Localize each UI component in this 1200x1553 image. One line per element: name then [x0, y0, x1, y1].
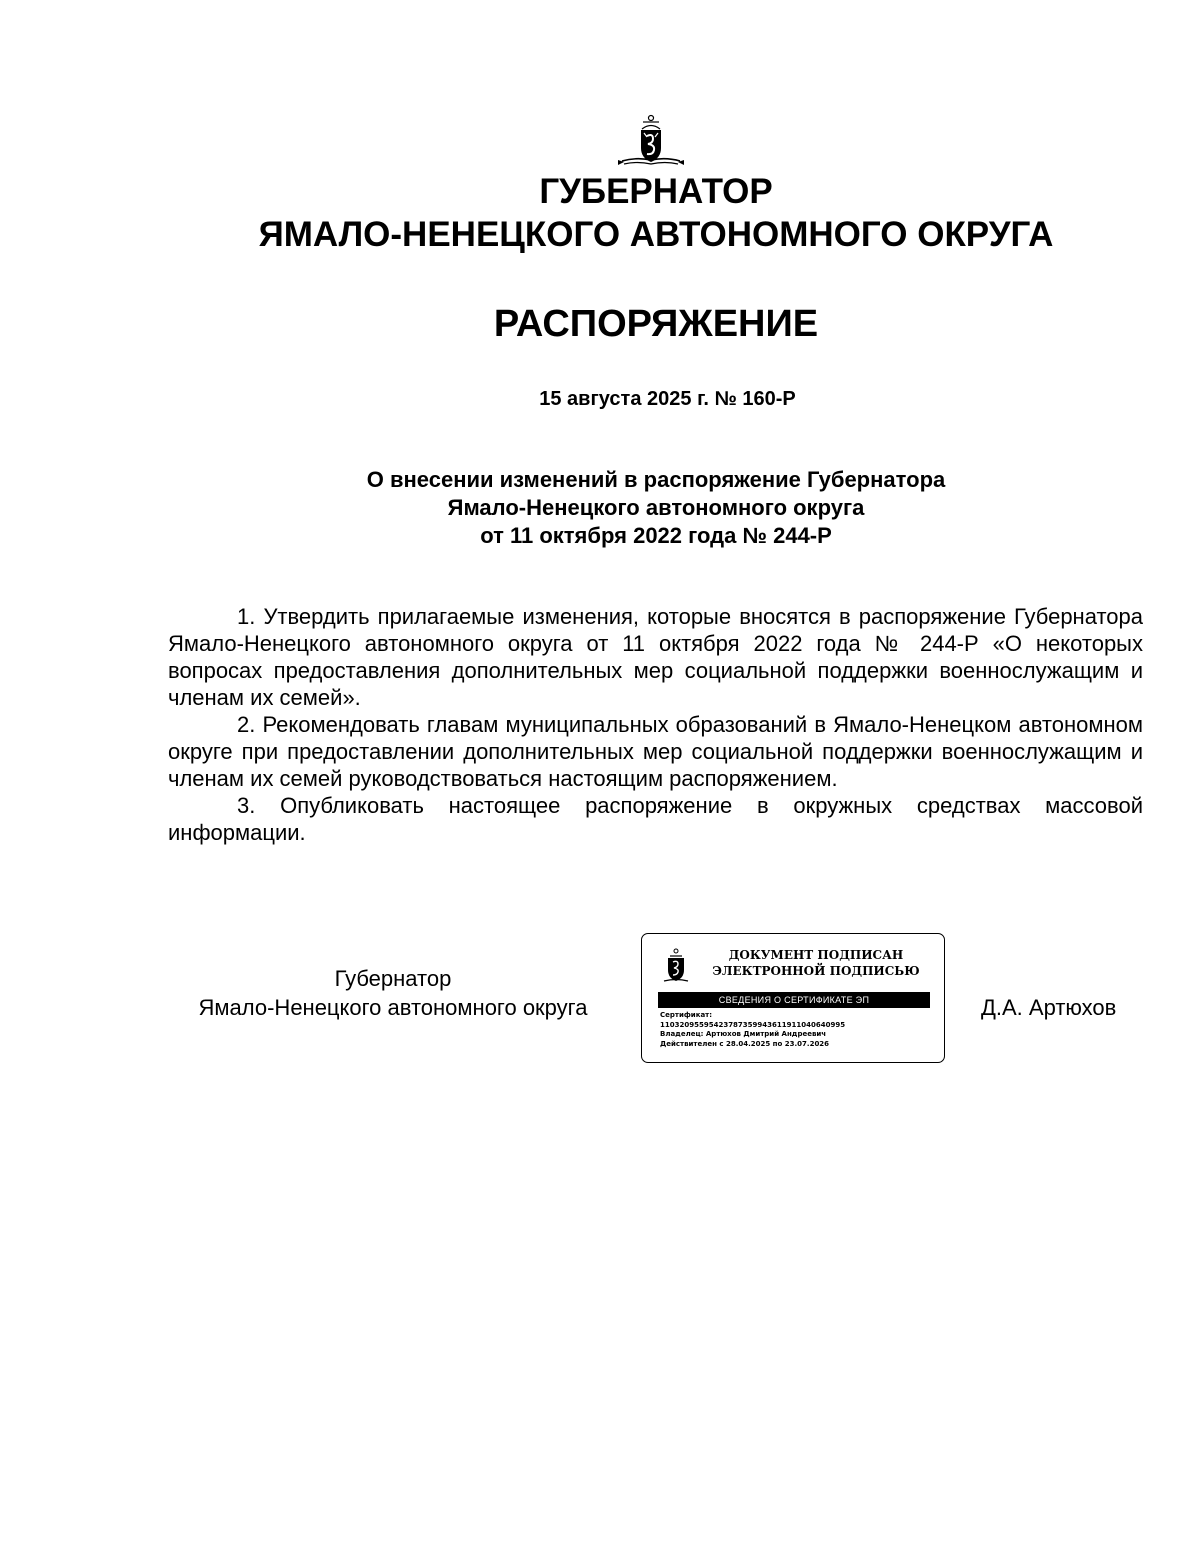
coat-of-arms-icon — [614, 113, 688, 169]
stamp-title-line: ДОКУМЕНТ ПОДПИСАН — [728, 948, 904, 962]
body-paragraph: 2. Рекомендовать главам муниципальных образований в Ямало-Ненецком автономном округе при предоставлении дополнительных мер социальной поддержки военнослужащим и членам их семей руководствоваться настоящим распоряжением. — [168, 712, 1143, 791]
stamp-title-line: ЭЛЕКТРОННОЙ ПОДПИСЬЮ — [712, 964, 920, 978]
document-date-number: 15 августа 2025 г. № 160-Р — [539, 388, 796, 410]
body-paragraph: 1. Утвердить прилагаемые изменения, которые вносятся в распоряжение Губернатора Ямало-Ненецкого автономного округа от 11 октября 2022 года № 244-Р «О некоторых вопросах предоставления дополнительных мер социальной поддержки военнослужащим и членам их семей». — [168, 604, 1143, 710]
document-subject — [0, 466, 1200, 550]
coat-of-arms-icon — [662, 948, 690, 984]
signatory-position-line: Ямало-Ненецкого автономного округа — [198, 995, 588, 1020]
signatory-name: Д.А. Артюхов — [981, 995, 1117, 1020]
authority-title: ГУБЕРНАТОР — [539, 172, 773, 211]
signatory-position-line: Губернатор — [334, 966, 452, 991]
certificate-number: 11032095595423787359943611911040640995 — [660, 1020, 846, 1029]
body-paragraph: 3. Опубликовать настоящее распоряжение в окружных средствах массовой информации. — [168, 793, 1143, 845]
subject-line: О внесении изменений в распоряжение Губернатора — [366, 467, 946, 492]
subject-line: от 11 октября 2022 года № 244-Р — [480, 523, 832, 548]
electronic-signature-stamp — [641, 933, 945, 1063]
stamp-certificate-header: СВЕДЕНИЯ О СЕРТИФИКАТЕ ЭП — [658, 992, 930, 1008]
certificate-owner: Владелец: Артюхов Дмитрий Андреевич — [660, 1030, 827, 1038]
signatory-position — [160, 964, 626, 1022]
document-body — [168, 603, 1143, 846]
certificate-validity: Действителен с 28.04.2025 по 23.07.2026 — [660, 1039, 830, 1048]
authority-region: ЯМАЛО-НЕНЕЦКОГО АВТОНОМНОГО ОКРУГА — [258, 215, 1054, 254]
document-type: РАСПОРЯЖЕНИЕ — [493, 303, 819, 345]
certificate-label: Сертификат: — [660, 1011, 713, 1019]
subject-line: Ямало-Ненецкого автономного округа — [447, 495, 865, 520]
stamp-title — [698, 947, 934, 979]
stamp-certificate-details — [660, 1011, 940, 1049]
